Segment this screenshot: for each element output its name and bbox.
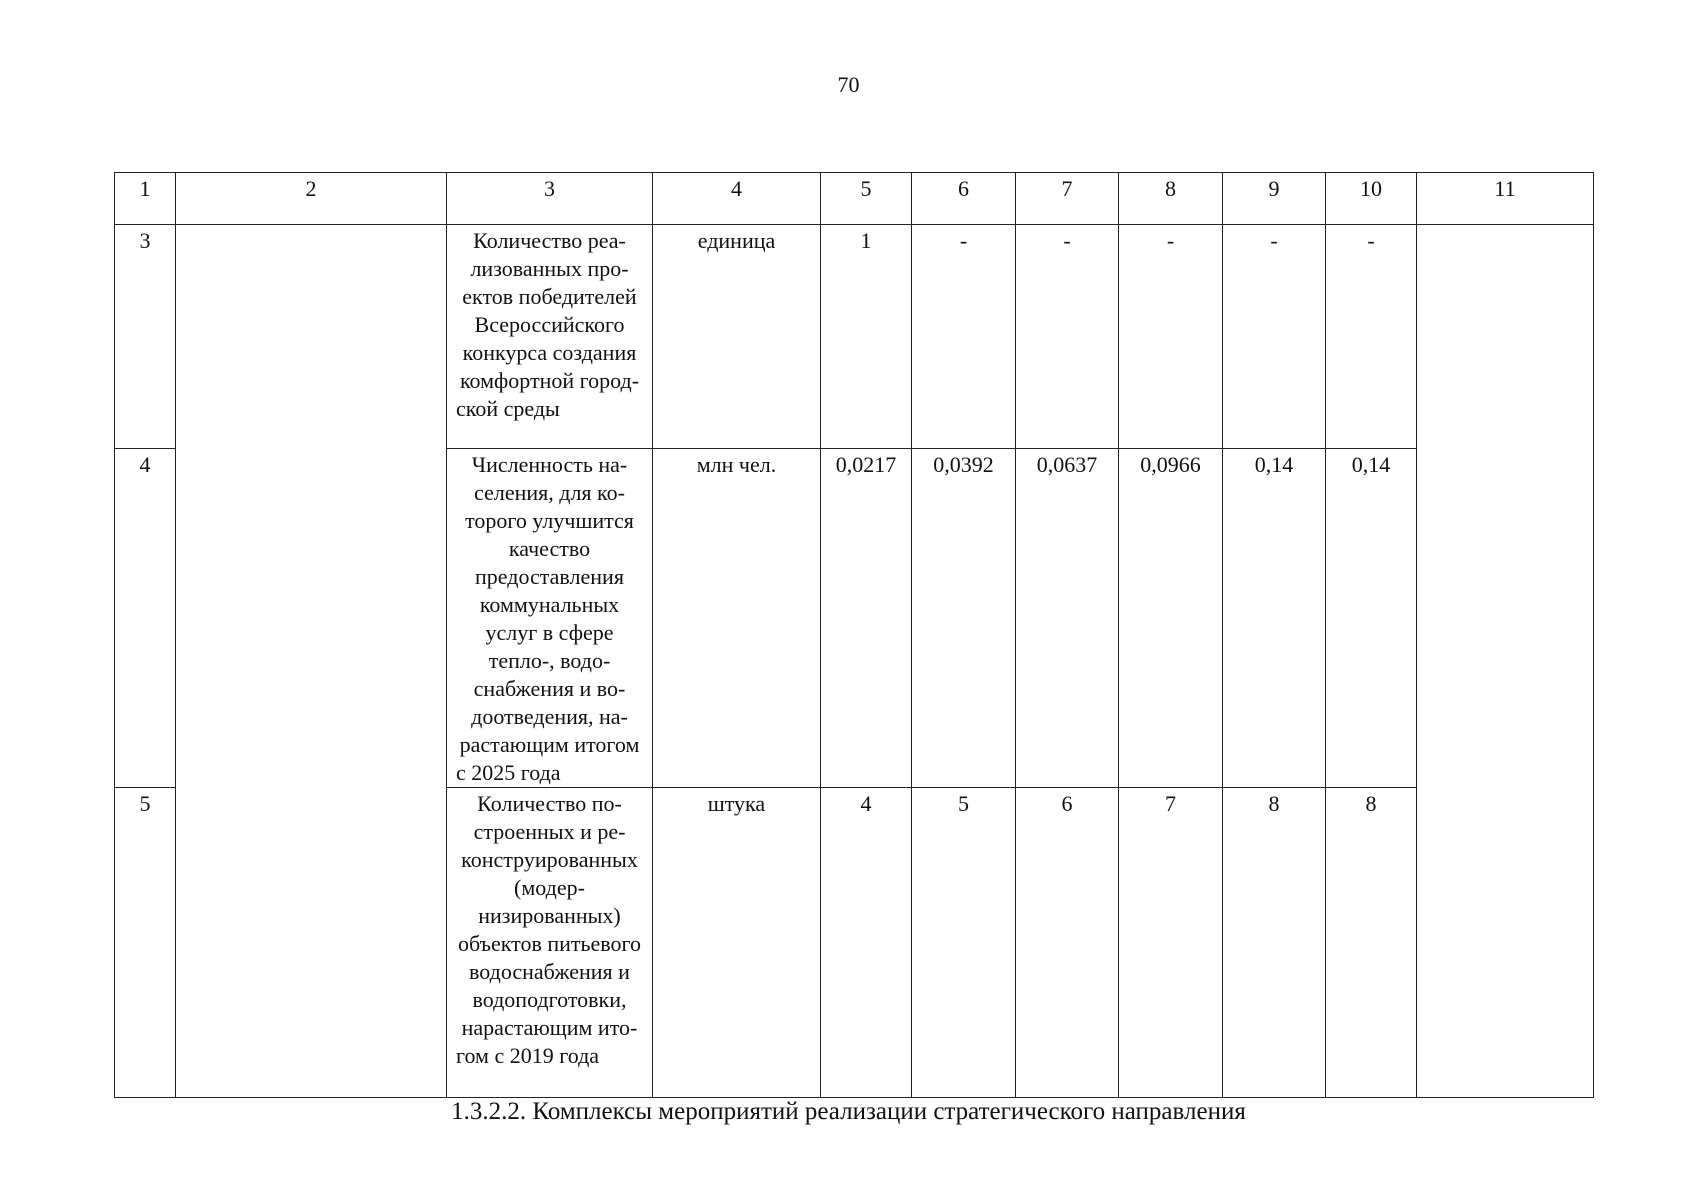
header-cell: 11 [1417, 173, 1594, 225]
header-cell: 8 [1119, 173, 1223, 225]
unit-cell: млн чел. [653, 449, 821, 788]
value-cell: 0,0966 [1119, 449, 1223, 788]
indicator-name: Численность населения, для которого улучшится качество предоставления коммунальных услуг в сфере тепло-, водоснабжения и водоотведения, нарастающим итогом с 2025 года [447, 449, 653, 788]
value-cell: 4 [821, 788, 912, 1098]
value-cell: 0,0637 [1016, 449, 1119, 788]
value-cell: 6 [1016, 788, 1119, 1098]
value-cell: - [1119, 225, 1223, 449]
merged-empty-cell [176, 225, 447, 1098]
merged-empty-cell [1417, 225, 1594, 1098]
header-cell: 9 [1223, 173, 1326, 225]
table-row [115, 225, 1594, 449]
value-cell: - [1016, 225, 1119, 449]
header-cell: 3 [447, 173, 653, 225]
value-cell: 8 [1223, 788, 1326, 1098]
value-cell: 0,14 [1326, 449, 1417, 788]
value-cell: 0,0217 [821, 449, 912, 788]
row-number: 3 [115, 225, 176, 449]
unit-cell: единица [653, 225, 821, 449]
indicator-name: Количество реализованных проектов победителей Всероссийского конкурса создания комфортной городской среды [447, 225, 653, 449]
indicator-name: Количество построенных и реконструированных (модернизированных) объектов питьевого водоснабжения и водоподготовки, нарастающим итогом с 2019 года [447, 788, 653, 1098]
value-cell: 7 [1119, 788, 1223, 1098]
unit-cell: штука [653, 788, 821, 1098]
header-cell: 2 [176, 173, 447, 225]
value-cell: 0,14 [1223, 449, 1326, 788]
header-cell: 10 [1326, 173, 1417, 225]
value-cell: 0,0392 [912, 449, 1016, 788]
row-number: 5 [115, 788, 176, 1098]
header-cell: 4 [653, 173, 821, 225]
header-cell: 6 [912, 173, 1016, 225]
section-heading: 1.3.2.2. Комплексы мероприятий реализации стратегического направления [451, 1098, 1246, 1125]
value-cell: - [1326, 225, 1417, 449]
value-cell: 8 [1326, 788, 1417, 1098]
value-cell: 5 [912, 788, 1016, 1098]
indicators-table [114, 172, 1594, 1098]
page-number: 70 [837, 72, 860, 97]
row-number: 4 [115, 449, 176, 788]
header-cell: 1 [115, 173, 176, 225]
header-cell: 5 [821, 173, 912, 225]
value-cell: 1 [821, 225, 912, 449]
header-cell: 7 [1016, 173, 1119, 225]
value-cell: - [1223, 225, 1326, 449]
table-header-row [115, 173, 1594, 225]
value-cell: - [912, 225, 1016, 449]
